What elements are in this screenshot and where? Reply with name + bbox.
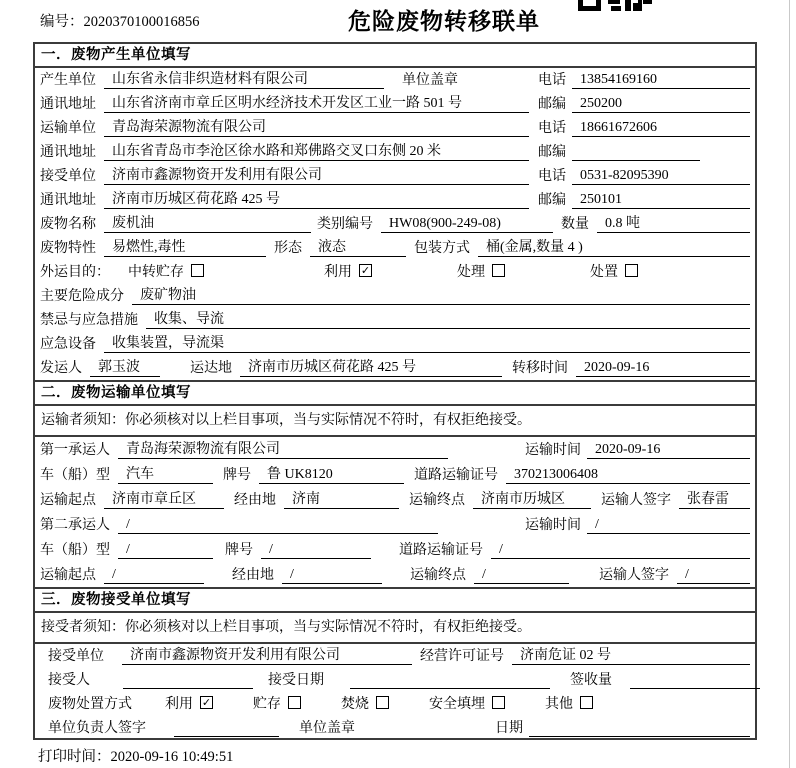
destination-value: 济南市历城区荷花路 425 号 (240, 356, 502, 377)
purpose-option-storage: 中转贮存 (128, 261, 204, 281)
transporter-sign-label: 运输人签字 (601, 493, 671, 508)
checkbox-disposal-incinerate[interactable] (376, 696, 389, 709)
carrier2-end-value: / (474, 567, 569, 584)
row-shipper (35, 356, 755, 380)
carrier2-plate-value: / (261, 542, 371, 559)
print-time-label: 打印时间： (38, 749, 111, 765)
checkbox-storage[interactable] (191, 264, 204, 277)
receiver-address-label: 通讯地址 (40, 193, 96, 208)
disposal-method-label: 废物处置方式 (48, 697, 132, 712)
producer-unit-value: 山东省永信非织造材料有限公司 (104, 68, 384, 89)
quantity-label: 数量 (561, 217, 589, 232)
shipper-label: 发运人 (40, 361, 82, 376)
sign-qty-value (630, 672, 760, 689)
license-label: 经营许可证号 (420, 649, 504, 664)
license-value: 济南危证 02 号 (512, 644, 750, 665)
transporter-zip-group (538, 141, 750, 161)
equipment-label: 应急设备 (40, 337, 96, 352)
print-time (38, 745, 233, 766)
producer-address-label: 通讯地址 (40, 97, 96, 112)
date-group (495, 717, 750, 737)
accept-unit-value: 济南市鑫源物资开发利用有限公司 (122, 644, 412, 665)
row-receiver-address (35, 188, 755, 212)
accept-date-label: 接受日期 (268, 673, 324, 688)
row-hazard-component (35, 284, 755, 308)
checkbox-disposal-other[interactable] (580, 696, 593, 709)
purpose-option-treat: 处理 (457, 261, 505, 281)
receiver-phone-group (538, 165, 750, 185)
packing-value: 桶(金属,数量 4 ) (478, 236, 750, 257)
plate-label: 牌号 (223, 468, 251, 483)
form-label: 形态 (274, 241, 302, 256)
print-time-value: 2020-09-16 10:49:51 (110, 749, 234, 765)
waste-name-value: 废机油 (104, 212, 311, 233)
carrier1-label: 第一承运人 (40, 443, 110, 458)
form-value: 液态 (310, 236, 406, 257)
transport-time-label: 运输时间 (525, 518, 581, 533)
producer-unit-label: 产生单位 (40, 73, 96, 88)
hazard-label: 主要危险成分 (40, 289, 124, 304)
row-disposal-method (35, 692, 755, 716)
hazard-value: 废矿物油 (132, 284, 750, 305)
producer-zip-value: 250200 (572, 96, 750, 113)
equipment-value: 收集装置，导流渠 (104, 332, 750, 353)
carrier2-label: 第二承运人 (40, 518, 110, 533)
checkbox-disposal-store[interactable] (288, 696, 301, 709)
serial-value: 2020370100016856 (83, 14, 200, 30)
checkbox-utilize[interactable]: ✓ (360, 263, 371, 277)
carrier1-permit-value: 370213006408 (506, 467, 750, 484)
carrier1-sign-value: 张春雷 (679, 488, 750, 509)
row-transporter-address (35, 140, 755, 164)
row-carrier2-route (35, 562, 755, 587)
carrier2-time-value: / (587, 517, 750, 534)
disposal-option-store: 贮存 (253, 693, 301, 713)
qr-code-fragment (578, 0, 652, 12)
phone-label: 电话 (538, 121, 566, 136)
transporter-zip-value (572, 144, 700, 161)
origin-label: 运输起点 (40, 493, 96, 508)
waste-name-label: 废物名称 (40, 217, 96, 232)
row-taboo-measures (35, 308, 755, 332)
carrier1-value: 青岛海荣源物流有限公司 (118, 438, 448, 459)
acceptor-value (123, 672, 253, 689)
manifest-form (33, 42, 757, 740)
category-value: HW08(900-249-08) (381, 216, 553, 233)
row-receiver-unit (35, 164, 755, 188)
checkbox-disposal-landfill[interactable] (492, 696, 505, 709)
section3-heading: 三．废物接受单位填写 (35, 589, 755, 613)
receiver-unit-label: 接受单位 (40, 169, 96, 184)
quantity-value: 0.8 吨 (597, 212, 750, 233)
disposal-option-landfill: 安全填埋 (429, 693, 505, 713)
row-producer-unit (35, 68, 755, 92)
destination-label: 运达地 (190, 361, 232, 376)
qr-code-icon (578, 0, 652, 12)
accept-date-value (350, 672, 550, 689)
end-label: 运输终点 (409, 493, 465, 508)
receiver-zip-value: 250101 (572, 192, 750, 209)
plate-label: 牌号 (225, 543, 253, 558)
transport-time-label: 运输时间 (525, 443, 581, 458)
via-label: 经由地 (232, 568, 274, 583)
transporter-unit-label: 运输单位 (40, 121, 96, 136)
receiver-unit-value: 济南市鑫源物资开发利用有限公司 (104, 164, 529, 185)
row-carrier2 (35, 512, 755, 537)
sign-qty-label: 签收量 (570, 673, 612, 688)
via-label: 经由地 (234, 493, 276, 508)
carrier2-permit-value: / (491, 542, 750, 559)
waste-character-label: 废物特性 (40, 241, 96, 256)
purpose-option-utilize: 利用 ✓ (324, 263, 371, 280)
transporter-phone-value: 18661672606 (572, 120, 750, 137)
carrier2-value: / (118, 517, 438, 534)
producer-phone-group (538, 69, 750, 89)
row-transporter-unit (35, 116, 755, 140)
carrier1-end-value: 济南市历城区 (473, 488, 591, 509)
section1-heading: 一．废物产生单位填写 (35, 44, 755, 68)
date-label: 日期 (495, 721, 523, 736)
acceptor-label: 接受人 (48, 673, 90, 688)
zip-label: 邮编 (538, 97, 566, 112)
section-receiver (35, 587, 755, 740)
row-carrier1 (35, 437, 755, 462)
row-producer-address (35, 92, 755, 116)
producer-zip-group (538, 93, 750, 113)
page-title: 危险废物转移联单 (348, 9, 540, 34)
checkbox-disposal-utilize[interactable]: ✓ (201, 695, 212, 709)
road-permit-label: 道路运输证号 (414, 468, 498, 483)
transporter-unit-value: 青岛海荣源物流有限公司 (104, 116, 529, 137)
road-permit-label: 道路运输证号 (399, 543, 483, 558)
vehicle-type-label: 车（船）型 (40, 543, 110, 558)
end-label: 运输终点 (410, 568, 466, 583)
origin-label: 运输起点 (40, 568, 96, 583)
transporter-address-label: 通讯地址 (40, 145, 96, 160)
taboo-value: 收集、导流 (146, 308, 750, 329)
transfer-time-label: 转移时间 (512, 361, 568, 376)
row-carrier1-route (35, 487, 755, 512)
page-right-edge (789, 0, 790, 768)
row-carrier1-vehicle (35, 462, 755, 487)
vehicle-type-label: 车（船）型 (40, 468, 110, 483)
phone-label: 电话 (538, 73, 566, 88)
producer-address-value: 山东省济南市章丘区明水经济技术开发区工业一路 501 号 (104, 92, 529, 113)
receiver-zip-group (538, 189, 750, 209)
head-sign-value (174, 720, 279, 737)
taboo-label: 禁忌与应急措施 (40, 313, 138, 328)
receiver-notice: 接受者须知：你必须核对以上栏目事项，当与实际情况不符时，有权拒绝接受。 (35, 613, 755, 644)
transfer-time-value: 2020-09-16 (576, 360, 750, 377)
carrier2-sign-value: / (677, 567, 750, 584)
unit-stamp-label: 单位盖章 (402, 73, 458, 88)
transporter-phone-group (538, 117, 750, 137)
disposal-option-utilize: 利用 ✓ (165, 695, 212, 712)
zip-label: 邮编 (538, 145, 566, 160)
receiver-address-value: 济南市历城区荷花路 425 号 (104, 188, 529, 209)
date-value (529, 720, 750, 737)
carrier2-vehicle-value: / (118, 542, 213, 559)
row-waste-character (35, 236, 755, 260)
packing-label: 包装方式 (414, 241, 470, 256)
carrier2-via-value: / (282, 567, 382, 584)
disposal-option-incinerate: 焚烧 (341, 693, 389, 713)
row-head-signature (35, 716, 755, 740)
producer-phone-value: 13854169160 (572, 72, 750, 89)
row-waste-name (35, 212, 755, 236)
carrier1-via-value: 济南 (284, 488, 399, 509)
zip-label: 邮编 (538, 193, 566, 208)
carrier2-time-group (525, 514, 750, 534)
row-accept-unit (35, 644, 755, 668)
checkbox-treat[interactable] (492, 264, 505, 277)
purpose-label: 外运目的： (40, 265, 110, 280)
transporter-notice: 运输者须知：你必须核对以上栏目事项，当与实际情况不符时，有权拒绝接受。 (35, 406, 755, 437)
transporter-sign-label: 运输人签字 (599, 568, 669, 583)
carrier1-time-value: 2020-09-16 (587, 442, 750, 459)
waste-character-value: 易燃性,毒性 (104, 236, 266, 257)
phone-label: 电话 (538, 169, 566, 184)
accept-unit-label: 接受单位 (48, 649, 104, 664)
head-sign-label: 单位负责人签字 (48, 721, 146, 736)
checkbox-dispose[interactable] (625, 264, 638, 277)
unit-stamp-label: 单位盖章 (299, 721, 355, 736)
shipper-value: 郭玉波 (90, 356, 160, 377)
carrier1-origin-value: 济南市章丘区 (104, 488, 224, 509)
row-acceptor (35, 668, 755, 692)
section-transporter (35, 380, 755, 587)
row-transfer-purpose (35, 260, 755, 284)
disposal-option-other: 其他 (545, 693, 593, 713)
purpose-option-dispose: 处置 (590, 261, 638, 281)
section-producer (35, 44, 755, 380)
category-label: 类别编号 (317, 217, 373, 232)
serial-label: 编号： (40, 14, 84, 30)
carrier1-plate-value: 鲁 UK8120 (259, 463, 404, 484)
row-carrier2-vehicle (35, 537, 755, 562)
carrier1-vehicle-value: 汽车 (118, 463, 213, 484)
section2-heading: 二．废物运输单位填写 (35, 382, 755, 406)
receiver-phone-value: 0531-82095390 (572, 168, 750, 185)
carrier1-time-group (525, 439, 750, 459)
carrier2-origin-value: / (104, 567, 204, 584)
row-emergency-equipment (35, 332, 755, 356)
transporter-address-value: 山东省青岛市李沧区徐水路和郑佛路交叉口东侧 20 米 (104, 140, 529, 161)
